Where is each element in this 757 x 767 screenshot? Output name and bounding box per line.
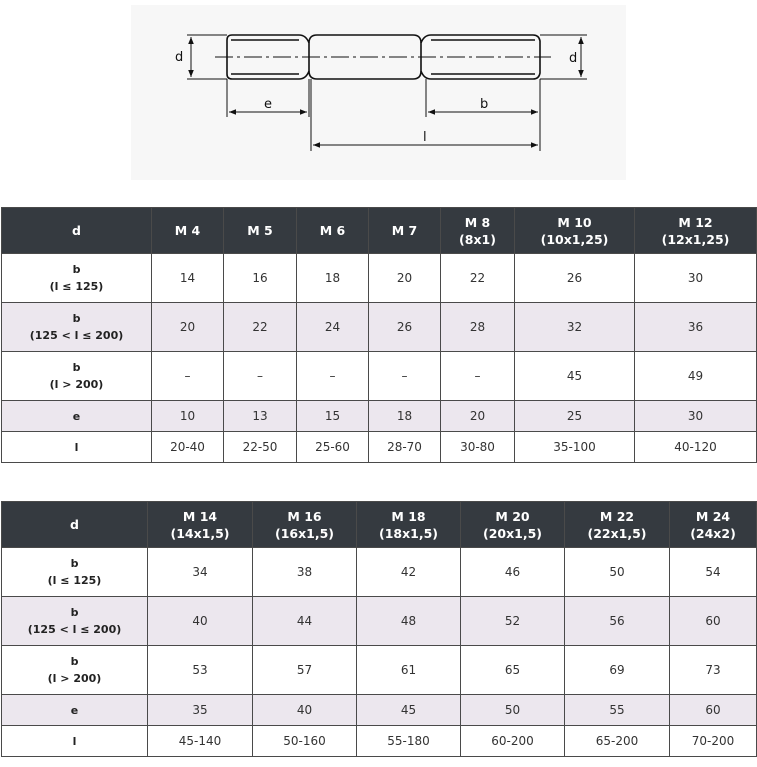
table-cell: 10 (152, 401, 224, 432)
table-cell: 24 (297, 303, 369, 352)
table-cell: 57 (253, 646, 357, 695)
table-cell: 40 (253, 695, 357, 726)
table-cell: 26 (515, 254, 635, 303)
table-row (2, 597, 757, 646)
table-cell: 60-200 (461, 726, 565, 757)
table-cell: 20 (152, 303, 224, 352)
table-row (2, 401, 757, 432)
table-cell: 60 (670, 695, 757, 726)
table-cell: 61 (357, 646, 461, 695)
row-header: b (l ≤ 125) (2, 254, 152, 303)
table-cell: 25 (515, 401, 635, 432)
col-header: M 10 (10x1,25) (515, 208, 635, 254)
table-cell: 45-140 (148, 726, 253, 757)
col-header: M 24 (24x2) (670, 502, 757, 548)
table-cell: 16 (224, 254, 297, 303)
table-row (2, 432, 757, 463)
col-header: M 16 (16x1,5) (253, 502, 357, 548)
table-cell: 55-180 (357, 726, 461, 757)
table-cell: 45 (357, 695, 461, 726)
table-cell: 40 (148, 597, 253, 646)
table-cell: 56 (565, 597, 670, 646)
table-cell: 44 (253, 597, 357, 646)
row-header: b (l > 200) (2, 646, 148, 695)
table-cell: 38 (253, 548, 357, 597)
col-header: M 8 (8x1) (441, 208, 515, 254)
table-row (2, 548, 757, 597)
row-header: e (2, 695, 148, 726)
table-cell: 55 (565, 695, 670, 726)
table-header-row (2, 208, 757, 254)
table-cell: 30 (635, 254, 757, 303)
table-cell: – (369, 352, 441, 401)
row-header: b (125 < l ≤ 200) (2, 303, 152, 352)
col-header: M 6 (297, 208, 369, 254)
table-cell: 65-200 (565, 726, 670, 757)
table-row (2, 646, 757, 695)
table-row (2, 726, 757, 757)
table-cell: 46 (461, 548, 565, 597)
table-cell: – (152, 352, 224, 401)
table-cell: 26 (369, 303, 441, 352)
table-cell: 20 (369, 254, 441, 303)
row-header: b (l > 200) (2, 352, 152, 401)
table-cell: 40-120 (635, 432, 757, 463)
row-header: b (l ≤ 125) (2, 548, 148, 597)
label-l: l (423, 130, 427, 145)
table-cell: – (297, 352, 369, 401)
row-header: e (2, 401, 152, 432)
table-cell: 18 (369, 401, 441, 432)
table-cell: 28-70 (369, 432, 441, 463)
table-cell: 30 (635, 401, 757, 432)
table-cell: 50 (565, 548, 670, 597)
label-d-left: d (175, 50, 184, 65)
table-cell: 34 (148, 548, 253, 597)
table-cell: 52 (461, 597, 565, 646)
table-cell: 54 (670, 548, 757, 597)
dim-b (426, 79, 540, 151)
dimensions-table-1 (1, 207, 757, 463)
row-header: l (2, 432, 152, 463)
table-cell: 14 (152, 254, 224, 303)
table-cell: 18 (297, 254, 369, 303)
row-header: l (2, 726, 148, 757)
table-cell: 53 (148, 646, 253, 695)
col-header: M 20 (20x1,5) (461, 502, 565, 548)
col-header: M 7 (369, 208, 441, 254)
header-corner: d (2, 208, 152, 254)
stud-bolt-diagram (131, 5, 626, 180)
col-header: M 18 (18x1,5) (357, 502, 461, 548)
table-cell: 13 (224, 401, 297, 432)
table-row (2, 303, 757, 352)
table-cell: 32 (515, 303, 635, 352)
table-cell: 73 (670, 646, 757, 695)
stud-bolt-drawing (131, 5, 626, 180)
table-cell: 20-40 (152, 432, 224, 463)
table-cell: 70-200 (670, 726, 757, 757)
label-e: e (264, 97, 272, 112)
table-cell: 50 (461, 695, 565, 726)
label-d-right: d (569, 51, 578, 66)
table-cell: 25-60 (297, 432, 369, 463)
table-cell: 15 (297, 401, 369, 432)
table-cell: 35-100 (515, 432, 635, 463)
row-header: b (125 < l ≤ 200) (2, 597, 148, 646)
table-cell: 30-80 (441, 432, 515, 463)
table-row (2, 352, 757, 401)
dimensions-table-2 (1, 501, 757, 757)
label-b: b (480, 97, 489, 112)
table-cell: 69 (565, 646, 670, 695)
table-cell: 22 (224, 303, 297, 352)
table-cell: 22-50 (224, 432, 297, 463)
table-row (2, 695, 757, 726)
table-cell: 28 (441, 303, 515, 352)
table-cell: 22 (441, 254, 515, 303)
table-cell: 35 (148, 695, 253, 726)
table-cell: – (441, 352, 515, 401)
table-cell: 65 (461, 646, 565, 695)
table-cell: 45 (515, 352, 635, 401)
col-header: M 22 (22x1,5) (565, 502, 670, 548)
table-cell: – (224, 352, 297, 401)
table-cell: 42 (357, 548, 461, 597)
col-header: M 14 (14x1,5) (148, 502, 253, 548)
table-cell: 20 (441, 401, 515, 432)
table-header-row (2, 502, 757, 548)
table-cell: 36 (635, 303, 757, 352)
col-header: M 5 (224, 208, 297, 254)
table-cell: 48 (357, 597, 461, 646)
col-header: M 4 (152, 208, 224, 254)
table-cell: 60 (670, 597, 757, 646)
table-cell: 49 (635, 352, 757, 401)
table-cell: 50-160 (253, 726, 357, 757)
table-row (2, 254, 757, 303)
col-header: M 12 (12x1,25) (635, 208, 757, 254)
header-corner: d (2, 502, 148, 548)
